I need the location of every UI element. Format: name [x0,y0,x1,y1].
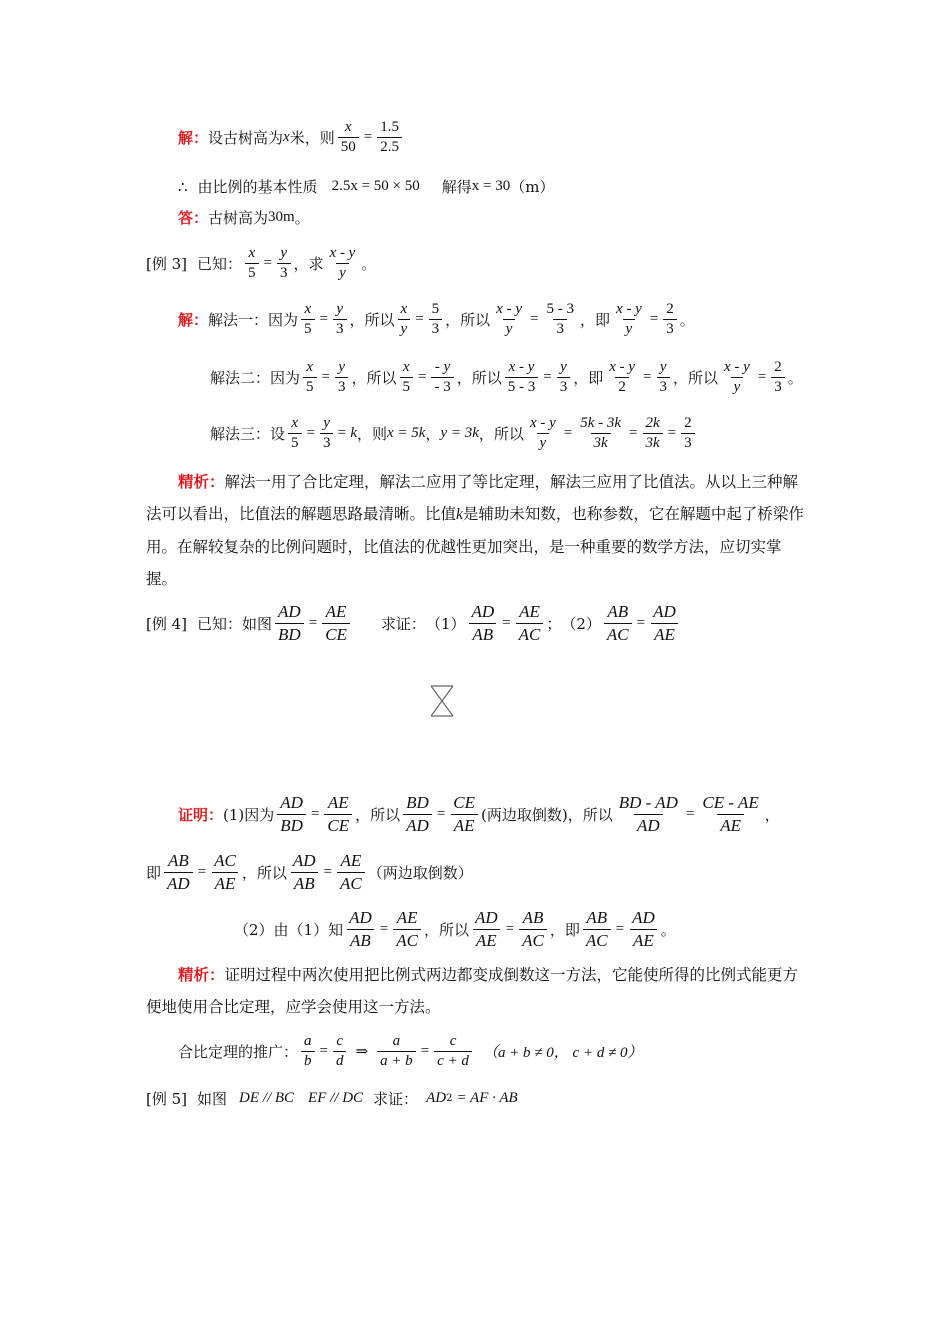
fraction: $\frac{c}{d}$ [333,1032,347,1071]
example-tag: [例 3] [146,255,188,273]
equals-sign: = [379,921,389,937]
fraction: $\frac{a}{a + b}$ [377,1032,416,1071]
equals-sign: = [649,311,659,327]
fraction: $\frac{2}{3}$ [681,414,695,453]
text: 已知：如图 [197,615,273,633]
equals-sign: = [310,806,320,822]
fraction: $\frac{BD - AD}{AD}$ [618,793,678,835]
fraction: $\frac{AE}{AC}$ [393,907,421,952]
answer-line [178,207,310,228]
value: 30m [268,209,295,225]
equals-sign: = [667,425,677,441]
equals-sign: = [319,1043,328,1059]
fraction: $\frac{AD}{AE}$ [650,601,679,646]
text: ，即 [573,369,604,387]
fraction: $\frac{AB}{AC}$ [519,907,547,952]
fraction: $\frac{y}{3}$ [657,358,671,397]
fraction: $\frac{AE}{CE}$ [324,792,352,837]
fraction: $\frac{a}{b}$ [301,1032,315,1071]
text: 。 [679,311,695,329]
equals-sign: = [197,864,207,880]
text: ，所以 [445,311,491,329]
fraction: $\frac{c}{c + d}$ [434,1032,472,1071]
fraction: $\frac{AD}{AB}$ [468,601,497,646]
fraction: $\frac{y}{3}$ [333,300,347,339]
fraction: $\frac{AB}{AD}$ [164,850,193,895]
text: ，即 [549,921,580,939]
fraction: $\frac{5}{3}$ [429,300,443,339]
equals-sign: = [629,425,638,441]
text: 设古树高为 [208,129,284,147]
text: 是辅助未知数，也称参数，它在解题中起了桥梁作用。在解较复杂的比例问题时，比值法的优越性更加突出，是一种重要的数学方法，应切实掌握。 [146,505,804,588]
fraction: $\frac{y}{3}$ [320,414,334,453]
equals-sign: = [563,425,573,441]
rhs: = AF · AB [456,1090,518,1106]
equals-sign: = [436,806,446,822]
text: 解得 [441,178,472,196]
example-3 [146,244,376,283]
fraction: $\frac{x}{5}$ [288,414,302,453]
example-tag: [例 4] [146,615,188,633]
fraction: $\frac{x - y}{y}$ [496,301,522,337]
text: 由比例的基本性质 [197,178,318,196]
fraction: $\frac{y}{3}$ [557,358,571,397]
var-k: k [456,506,463,523]
equals-sign: = [420,1043,430,1059]
label-jie: 解： [178,311,209,329]
parallel-1: DE // BC [239,1090,295,1106]
fraction: $\frac{x}{50}$ [338,118,359,157]
fraction: $\frac{AD}{AB}$ [290,850,319,895]
equals-sign: = [323,864,333,880]
text: 合比定理的推广： [178,1043,299,1061]
fraction: $\frac{x}{5}$ [303,358,317,397]
text: 古树高为 [208,209,269,227]
equals-sign: = [308,615,318,631]
text: ，则 [357,425,388,443]
y-equals: y = 3k [440,425,479,441]
label-jingxi: 精析： [178,472,225,491]
text: ，所以 [423,921,469,939]
label-da: 答： [178,209,209,227]
equals-sign: = [636,615,646,631]
fraction: $\frac{CE - AE}{AE}$ [702,793,759,835]
fraction: $\frac{BD}{AD}$ [403,792,432,837]
text: 解法二：因为 [210,369,301,387]
fraction: $\frac{- y}{- 3}$ [431,358,453,397]
lhs: AD [426,1090,447,1106]
solution-line-1 [178,118,405,157]
fraction: $\frac{AC}{AE}$ [211,850,239,895]
parallel-2: EF // DC [308,1090,364,1106]
fraction: $\frac{2k}{3k}$ [643,414,663,453]
fraction: $\frac{x - y}{y}$ [529,415,556,451]
analysis-paragraph-2 [146,959,806,1023]
extension-line [178,1032,643,1071]
text: 已知： [197,255,243,273]
text: ，求 [293,255,324,273]
fraction: $\frac{x}{5}$ [245,244,259,283]
example-tag: [例 5] [146,1090,188,1108]
text: ，所以 [355,806,401,824]
method-1 [178,300,695,339]
fraction: $\frac{x - y}{y}$ [329,245,356,281]
equation: 2.5x = 50 × 50 [331,178,420,194]
equals-k: = k [336,425,358,441]
equals-sign: = [757,369,767,385]
fraction: $\frac{1.5}{2.5}$ [377,118,402,157]
equals-sign: = [543,369,552,385]
fraction: $\frac{x}{5}$ [301,300,315,339]
equals-sign: = [502,615,511,631]
proof-line-2 [146,850,473,895]
fraction: $\frac{AD}{AE}$ [472,907,501,952]
fraction: $\frac{AB}{AC}$ [604,601,632,646]
fraction: $\frac{AD}{BD}$ [275,601,304,646]
text: ，所以 [349,311,395,329]
hourglass-figure [427,683,457,719]
text: ， [425,425,441,443]
equals-sign: = [306,425,315,441]
text: (1)因为 [223,806,275,824]
text: 求证： [373,1090,419,1108]
fraction: $\frac{AE}{AC}$ [337,850,365,895]
text: 。 [660,921,676,939]
implies-symbol: ⇒ [355,1044,369,1060]
fraction: $\frac{AB}{AC}$ [583,907,611,952]
fraction: $\frac{AD}{BD}$ [277,792,306,837]
text: ，所以 [673,369,719,387]
fraction: $\frac{2}{3}$ [663,300,677,339]
text: 即 [146,864,162,882]
fraction: $\frac{AD}{AE}$ [629,907,658,952]
text: (两边取倒数)，所以 [481,806,613,824]
text: 米，则 [289,129,335,147]
text: 解法三：设 [210,425,286,443]
text: 。 [787,369,803,387]
fraction: $\frac{y}{3}$ [277,244,291,283]
text: 。 [361,255,377,273]
x-equals: x = 5k [387,425,426,441]
solution-line-2 [178,176,554,197]
label-jie: 解： [178,129,209,147]
fraction: $\frac{x - y}{2}$ [609,359,636,395]
method-2 [210,358,803,397]
equals-sign: = [321,369,330,385]
text: ， [764,806,780,824]
unit: （m） [510,178,555,196]
exponent: 2 [446,1093,453,1104]
label-jingxi: 精析： [178,965,225,984]
fraction: $\frac{x}{y}$ [398,300,411,339]
var-x: x [283,129,290,145]
equals-sign: = [505,921,515,937]
equals-sign: = [415,311,424,327]
fraction: $\frac{5 - 3}{3}$ [546,301,574,337]
text: 解法一：因为 [208,311,299,329]
proof-line-3 [234,907,676,952]
text: ，所以 [351,369,397,387]
text: （2）由（1）知 [234,921,344,939]
equals-sign: = [363,129,373,145]
text: 求证： [380,615,426,633]
equals-sign: = [418,369,427,385]
method-3 [210,414,698,453]
text: ，即 [579,311,610,329]
therefore-symbol: ∴ [178,177,188,196]
label-zhengming: 证明： [178,806,224,824]
equals-sign: = [685,806,695,822]
equals-sign: = [615,921,625,937]
fraction: $\frac{y}{3}$ [335,358,349,397]
analysis-paragraph-1 [146,466,806,595]
text: 解法一用了合比定理，解法二应用了等比定理，解法三应用了比值法。从以上三种解法可以看出，比值法的解题思路最清晰。比值 [146,473,799,523]
text: 如图 [197,1090,228,1108]
fraction: $\frac{x - y}{y}$ [615,301,642,337]
condition: （a + b ≠ 0， c + d ≠ 0） [482,1045,643,1061]
fraction: $\frac{x}{5}$ [400,358,414,397]
equals-sign: = [319,311,328,327]
equals-sign: = [643,369,652,385]
fraction: $\frac{CE}{AE}$ [450,792,478,837]
fraction: $\frac{AD}{AB}$ [346,907,375,952]
text: ，所以 [241,864,287,882]
fraction: $\frac{x - y}{y}$ [724,359,750,395]
example-5 [146,1088,518,1109]
result: x = 30 [471,178,511,194]
text: 证明过程中两次使用把比例式两边都变成倒数这一方法，它能使所得的比例式能更方便地使用合比定理，应学会使用这一方法。 [146,966,799,1016]
text: （两边取倒数） [367,864,473,882]
fraction: $\frac{AE}{AC}$ [516,601,544,646]
proof-line-1 [178,792,780,837]
equals-sign: = [529,311,539,327]
text: ； [546,615,562,633]
text: （1） [425,615,466,633]
text: ，所以 [456,369,502,387]
equals-sign: = [263,255,273,271]
fraction: $\frac{5k - 3k}{3k}$ [580,415,622,451]
text: 。 [294,209,310,227]
text: ，所以 [478,425,524,443]
fraction: $\frac{AE}{CE}$ [322,601,350,646]
example-4 [146,601,682,646]
text: （2） [561,615,601,633]
fraction: $\frac{x - y}{5 - 3}$ [505,358,539,397]
fraction: $\frac{2}{3}$ [771,358,785,397]
